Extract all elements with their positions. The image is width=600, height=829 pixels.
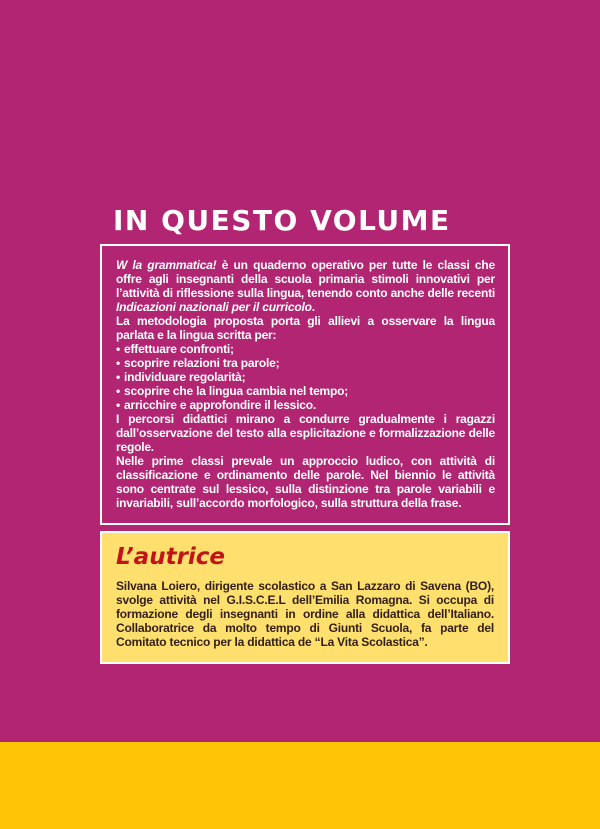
list-item-label: arricchire e approfondire il lessico. [124,398,317,412]
list-item [116,370,495,384]
author-box [100,531,510,664]
methodology-paragraph: La metodologia proposta porta gli allievi a osservare la lingua parlata e la lingua scritta per: [116,314,495,342]
intro-text: è un quaderno operativo per tutte le classi che offre agli insegnanti della scuola primaria stimoli innovativi per l’attività di riflessione sulla lingua, tenendo conto anche delle recenti [116,258,495,300]
list-item [116,398,495,412]
list-item-label: scoprire relazioni tra parole; [124,356,280,370]
didactic-paths-paragraph: I percorsi didattici mirano a condurre gradualmente i ragazzi dall’osservazione del testo alla esplicitazione e formalizzazione delle regole. [116,412,495,454]
bullet-icon: • [116,342,121,356]
intro-paragraph [116,258,495,314]
bullet-icon: • [116,398,121,412]
list-item-label: scoprire che la lingua cambia nel tempo; [124,384,349,398]
bullet-icon: • [116,384,121,398]
author-bio: Silvana Loiero, dirigente scolastico a San Lazzaro di Savena (BO), svolge attività nel G.I.S.C.E.L dell’Emilia Romagna. Si occupa di formazione degli insegnanti in ordine alla didattica dell’Italiano. Collaboratrice da molto tempo di Giunti Scuola, fa parte del Comitato tecnico per la didattica de “La Vita Scolastica”. [116,579,494,649]
list-item [116,356,495,370]
curriculum-title-italic: Indicazioni nazionali per il curricolo [116,300,312,314]
list-item [116,342,495,356]
volume-section-title: IN QUESTO VOLUME [113,204,451,237]
bullet-icon: • [116,370,121,384]
author-section-title: L’autrice [116,544,226,570]
book-title-italic: W la grammatica! [116,258,217,272]
intro-text-end: . [311,300,315,314]
first-classes-paragraph: Nelle prime classi prevale un approccio ludico, con attività di classificazione e ordinamento delle parole. Nel biennio le attività sono centrate sul lessico, sulla distinzione tra parole variabili e invariabili, sull’accordo morfologico, sulla struttura della frase. [116,454,495,510]
list-item-label: effettuare confronti; [124,342,234,356]
bullet-icon: • [116,356,121,370]
activities-list [116,342,495,412]
list-item [116,384,495,398]
footer-color-band [0,742,600,829]
page-content [100,204,510,664]
list-item-label: individuare regolarità; [124,370,246,384]
volume-description-box [100,244,510,525]
